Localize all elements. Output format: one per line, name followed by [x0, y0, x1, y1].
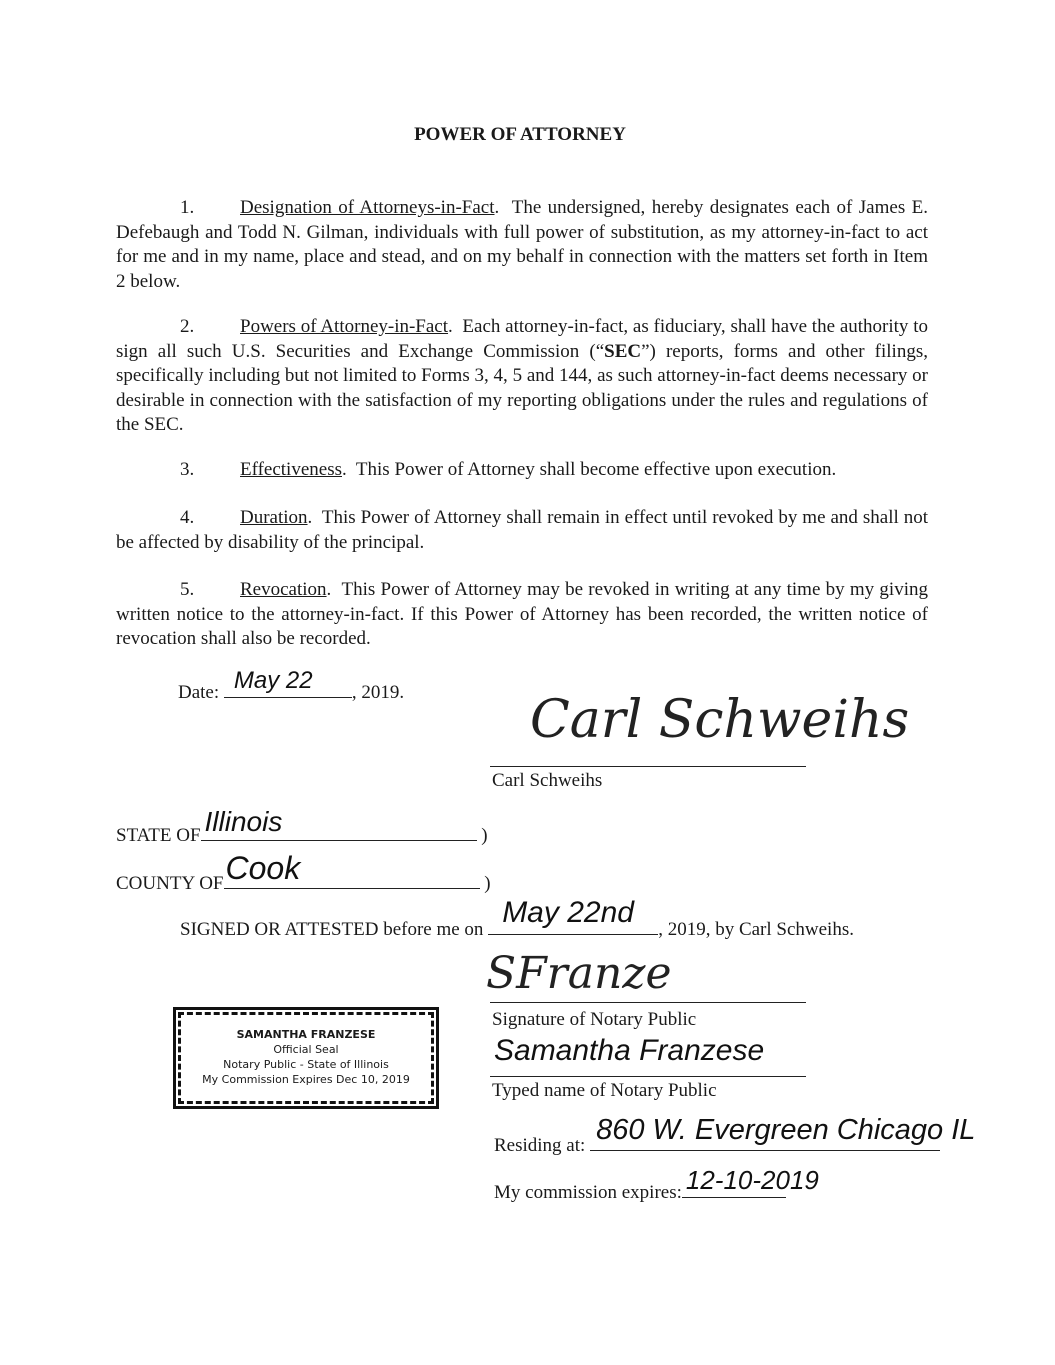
item-number: 3.	[180, 459, 195, 480]
county-handwritten: Cook	[225, 850, 301, 886]
commission-label: My commission expires:	[494, 1182, 682, 1203]
state-label: STATE OF	[116, 825, 201, 846]
state-line	[116, 806, 488, 847]
attest-line	[180, 896, 854, 941]
commission-line	[494, 1165, 819, 1204]
stamp-notary-state: Notary Public - State of Illinois	[223, 1058, 389, 1071]
item-heading: Effectiveness	[240, 459, 342, 480]
notary-signature-line	[490, 1002, 806, 1003]
item-heading: Revocation	[240, 579, 327, 600]
item-number: 1.	[180, 197, 195, 218]
item-text: This Power of Attorney may be revoked in writing at any time by my giving written notice to the attorney-in-fact. If this Power of Attorney has been recorded, the written notice of revocation shall also be recorded.	[116, 579, 928, 649]
typed-name-line	[490, 1076, 806, 1077]
document-title: POWER OF ATTORNEY	[414, 124, 626, 145]
date-label: Date:	[178, 682, 220, 703]
item-heading: Powers of Attorney-in-Fact	[240, 316, 449, 337]
stamp-name: SAMANTHA FRANZESE	[236, 1028, 376, 1041]
typed-name-label: Typed name of Notary Public	[492, 1080, 717, 1101]
residing-label: Residing at:	[494, 1135, 586, 1156]
paren: )	[484, 873, 491, 894]
item-text: This Power of Attorney shall remain in effect until revoked by me and shall not be affected by disability of the principal.	[116, 507, 928, 553]
paragraph-5: 5. Revocation. This Power of Attorney may be revoked in writing at any time by my giving written notice to the attorney-in-fact. If this Power of Attorney has been recorded, the written notice of revocation shall also be recorded.	[116, 579, 928, 649]
state-handwritten: Illinois	[204, 806, 283, 837]
residing-handwritten: 860 W. Evergreen Chicago IL	[596, 1114, 976, 1146]
notary-seal-stamp	[178, 1012, 434, 1104]
attest-date-handwritten: May 22nd	[502, 896, 634, 929]
paragraph-2: 2. Powers of Attorney-in-Fact. Each attorney-in-fact, as fiduciary, shall have the authority to sign all such U.S. Securities and Exchange Commission (“SEC”) reports, forms and other filings, specifically including but not limited to Forms 3, 4, 5 and 144, as such attorney-in-fact deems necessary or desirable in connection with the satisfaction of my reporting obligations under the rules and regulations of the SEC.	[116, 316, 929, 435]
item-heading: Designation of Attorneys-in-Fact	[240, 197, 495, 218]
item-text: ”) reports, forms and other filings, specifically including but not limited to Forms 3, 4, 5 and 144, as such attorney-in-fact deems necessary or desirable in connection with the satisfaction of my reporting obligations under the rules and regulations of the SEC.	[116, 340, 928, 435]
item-text-bold: SEC	[604, 340, 642, 362]
notary-signature: SFranze	[486, 948, 672, 999]
commission-handwritten: 12-10-2019	[685, 1165, 819, 1195]
notary-signature-label: Signature of Notary Public	[492, 1009, 697, 1030]
date-line	[178, 667, 405, 704]
date-year: , 2019.	[351, 682, 405, 703]
stamp-official-seal: Official Seal	[273, 1043, 339, 1056]
county-label: COUNTY OF	[116, 873, 224, 894]
signer-name: Carl Schweihs	[492, 770, 603, 791]
item-text: Each attorney-in-fact, as fiduciary, shall have the authority to sign all such U.S. Securities and Exchange Commission (“	[116, 316, 929, 362]
item-heading: Duration	[240, 507, 308, 528]
county-line	[116, 850, 491, 895]
attest-suffix: , 2019, by Carl Schweihs.	[658, 919, 854, 940]
signature-line	[490, 766, 806, 767]
item-number: 2.	[180, 316, 195, 337]
paren: )	[481, 825, 488, 846]
paragraph-3: 3. Effectiveness. This Power of Attorney shall become effective upon execution.	[116, 458, 928, 483]
item-number: 5.	[180, 579, 195, 600]
item-text: The undersigned, hereby designates each of James E. Defebaugh and Todd N. Gilman, individuals with full power of substitution, as my attorney-in-fact to act for me and in my name, place and stead, and on my behalf in connection with the matters set forth in Item 2 below.	[116, 197, 928, 292]
signer-signature: Carl Schweihs	[530, 690, 910, 750]
residing-line	[494, 1114, 976, 1157]
stamp-expiry: My Commission Expires Dec 10, 2019	[202, 1073, 410, 1086]
notary-typed-name: Samantha Franzese	[494, 1034, 765, 1067]
item-text: This Power of Attorney shall become effective upon execution.	[355, 459, 837, 480]
date-handwritten: May 22	[233, 667, 313, 694]
attest-prefix: SIGNED OR ATTESTED before me on	[180, 919, 484, 940]
paragraph-4: 4. Duration. This Power of Attorney shall remain in effect until revoked by me and shall not be affected by disability of the principal.	[116, 507, 928, 553]
paragraph-1: 1. Designation of Attorneys-in-Fact. The undersigned, hereby designates each of James E. Defebaugh and Todd N. Gilman, individuals with full power of substitution, as my attorney-in-fact to act for me and in my name, place and stead, and on my behalf in connection with the matters set forth in Item 2 below.	[116, 197, 928, 292]
item-number: 4.	[180, 507, 195, 528]
